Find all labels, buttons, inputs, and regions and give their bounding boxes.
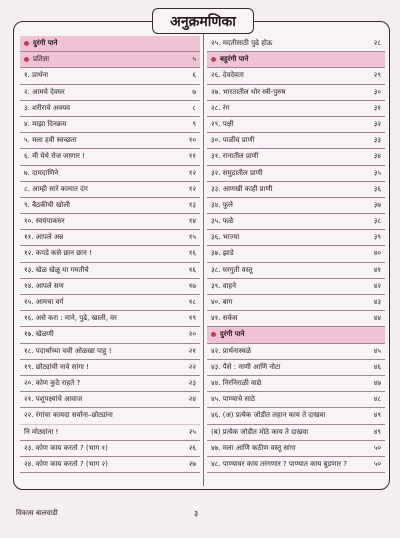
entry-page: ३१ (373, 103, 381, 112)
entry-text: २७. भारतातील थोर स्त्री-पुरुष (211, 87, 286, 96)
contents-entry (20, 85, 200, 101)
entry-text: १७. खेळणी (24, 330, 54, 339)
contents-entry (20, 133, 200, 149)
entry-page: ४४ (373, 314, 381, 323)
entry-text: ३०. पाळीव प्राणी (211, 136, 255, 145)
entry-title (24, 425, 58, 440)
entry-page: ५० (373, 443, 381, 452)
entry-text: ४८. पाण्यावर काय तरंगणार ? पाण्यात काय बुडणार ? (211, 459, 347, 468)
entry-title (24, 101, 70, 116)
entry-title (211, 133, 254, 148)
entry-text: ३. शरीराचे अवयव (24, 103, 71, 112)
entry-page: ३६ (373, 184, 381, 193)
entry-text: बहुरंगी पाने (220, 55, 249, 64)
entry-title (24, 68, 48, 83)
entry-page: २७ (188, 459, 196, 468)
entry-title (211, 85, 285, 100)
contents-entry (207, 311, 385, 327)
entry-text: ३७. झाडे (211, 249, 234, 258)
entry-text: ६. मी येथे रोज जाणार ! (24, 152, 85, 161)
entry-text: २३. कोण काय करतो ? (भाग १) (24, 443, 108, 452)
entry-title (24, 295, 63, 310)
entry-title (211, 279, 236, 294)
contents-entry (207, 36, 385, 52)
contents-entry (207, 279, 385, 295)
page-number: ३ (194, 509, 199, 518)
entry-page: ३२ (373, 119, 381, 128)
page-title: अनुक्रमणिका (152, 8, 254, 34)
entry-page: ३७ (373, 200, 381, 209)
entry-title (24, 311, 117, 326)
entry-text: प्रतिज्ञा (33, 55, 50, 64)
entry-text: १६. असे करा : माने, पुढे, खाली, वर (24, 314, 117, 323)
contents-entry (207, 149, 385, 165)
entry-page: ४६ (373, 362, 381, 371)
entry-title (211, 392, 255, 407)
entry-title (24, 149, 85, 164)
contents-entry (20, 117, 200, 133)
entry-page: ३० (373, 87, 381, 96)
contents-entry (20, 149, 200, 165)
entry-page: १६ (188, 249, 196, 258)
entry-page: १५ (188, 233, 196, 242)
entry-text: १५. आमचा वर्ग (24, 298, 64, 306)
contents-entry (207, 85, 385, 101)
entry-page: २० (188, 330, 196, 339)
entry-page: २६ (188, 443, 196, 452)
contents-entry (20, 311, 200, 327)
entry-text: १२. कपडे कसे छान छान ! (24, 249, 92, 258)
contents-entry (207, 133, 385, 149)
contents-entry (207, 376, 385, 392)
contents-entry (20, 279, 200, 295)
contents-entry (20, 376, 200, 392)
bullet-icon (24, 57, 29, 62)
entry-text: ५. मला हवी स्वच्छता (24, 136, 77, 145)
section-heading (207, 327, 385, 343)
entry-text: १४. आपले सण (24, 281, 64, 290)
entry-page: ६ (192, 71, 196, 80)
contents-entry (20, 214, 200, 230)
contents-entry (20, 263, 200, 279)
entry-page: २९ (373, 71, 381, 80)
entry-text: ४१. सर्कस (211, 314, 238, 323)
contents-entry (20, 166, 200, 182)
entry-text: ४५. पाण्याचे साठे (211, 395, 255, 404)
contents-entry (207, 182, 385, 198)
contents-entry (207, 408, 385, 424)
entry-title (211, 36, 272, 51)
bullet-icon (24, 41, 29, 46)
entry-title (24, 36, 57, 51)
contents-entry (20, 392, 200, 408)
entry-text: २१. पशुपक्ष्यांचे आवाज (24, 395, 83, 404)
contents-entry (207, 101, 385, 117)
entry-page: २२ (188, 362, 196, 371)
entry-text: १३. खेळ खेळू या गमतीचे (24, 265, 89, 274)
entry-title (211, 263, 252, 278)
entry-page: ९ (192, 119, 196, 128)
entry-title (211, 166, 263, 181)
contents-entry (207, 117, 385, 133)
contents-entry (207, 230, 385, 246)
entry-text: १. प्रार्थना (24, 71, 49, 80)
bullet-icon (211, 332, 216, 337)
contents-entry (207, 441, 385, 457)
entry-title (211, 311, 238, 326)
entry-title (24, 198, 70, 213)
entry-page: ३४ (373, 152, 381, 161)
contents-entry (20, 408, 200, 424)
entry-title (24, 133, 77, 148)
entry-page: ४१ (373, 265, 381, 274)
entry-text: ३३. आणखी काही प्राणी (211, 184, 273, 193)
entry-page: २१ (188, 346, 196, 355)
entry-text: ४३. पैसे : नाणी आणि नोटा (211, 362, 281, 371)
entry-title (24, 85, 65, 100)
entry-text: २४. कोण काय करतो ? (भाग २) (24, 459, 108, 468)
entry-title (24, 246, 92, 261)
contents-entry (20, 295, 200, 311)
contents-entry (207, 214, 385, 230)
entry-title (24, 392, 82, 407)
entry-title (24, 376, 80, 391)
entry-title (211, 68, 244, 83)
entry-text: (ब) प्रत्येक जोडीत मोठे काय ते दाखवा (211, 427, 309, 436)
entry-text: ४२. प्रार्थनास्थळे (211, 346, 252, 355)
entry-page: ४८ (373, 395, 381, 404)
entry-page: १२ (188, 184, 196, 193)
contents-entry (20, 360, 200, 376)
entry-text: १८. पदार्थांच्या चवी ओळखा पाहू ! (24, 346, 112, 355)
entry-title (211, 408, 325, 423)
entry-page: ४९ (373, 427, 381, 436)
entry-title (211, 295, 232, 310)
entry-page: २४ (188, 395, 196, 404)
entry-title (211, 198, 233, 213)
contents-entry (20, 230, 200, 246)
contents-entry (207, 392, 385, 408)
entry-title (24, 117, 66, 132)
entry-text: ३४. फुले (211, 200, 233, 209)
contents-entry (20, 182, 200, 198)
contents-entry (207, 425, 385, 441)
entry-text: दुरंगी पाने (220, 330, 245, 339)
entry-text: ९. बैठकीची खोली (24, 200, 70, 209)
contents-entry (20, 198, 200, 214)
entry-text: १०. स्वयंपाकघर (24, 217, 65, 226)
entry-page: २५ (188, 427, 196, 436)
entry-text: ३१. रानातील प्राणी (211, 152, 259, 161)
entry-title (24, 344, 112, 359)
contents-entry (20, 441, 200, 457)
entry-text: २०. कोण कुठे राहते ? (24, 378, 81, 387)
contents-entry (207, 198, 385, 214)
entry-page: ३५ (373, 168, 381, 177)
entry-text: २८. रंग (211, 103, 230, 112)
contents-entry (207, 68, 385, 84)
entry-page: ३८ (373, 217, 381, 226)
contents-entry (20, 327, 200, 343)
entry-page: ८ (192, 103, 196, 112)
contents-entry (20, 344, 200, 360)
contents-entry (207, 457, 385, 473)
entry-text: ३८. घरगुती वस्तू (211, 265, 253, 274)
entry-title (211, 360, 280, 375)
entry-title (24, 441, 108, 456)
entry-text: ४४. निरनिराळी वाद्ये (211, 378, 262, 387)
left-column (20, 36, 200, 473)
entry-text: २९. पक्षी (211, 119, 234, 128)
entry-title (211, 182, 272, 197)
right-column (207, 36, 385, 473)
entry-text: ३६. भाज्या (211, 233, 240, 242)
entry-text: ३२. समुद्रातील प्राणी (211, 168, 263, 177)
entry-title (211, 344, 251, 359)
entry-title (211, 230, 239, 245)
entry-title (211, 101, 230, 116)
entry-text: ८. आम्ही सारे कामात दंग (24, 184, 88, 193)
contents-entry (207, 263, 385, 279)
entry-page: १७ (188, 281, 196, 290)
entry-text: ३५. फळे (211, 217, 234, 226)
entry-page: ४७ (373, 378, 381, 387)
entry-title (211, 425, 308, 440)
entry-page: ४३ (373, 298, 381, 306)
entry-title (211, 376, 261, 391)
entry-title (24, 263, 89, 278)
entry-text: २६. देवदेवता (211, 71, 244, 80)
entry-page: २३ (188, 378, 196, 387)
entry-page: ७ (192, 87, 196, 96)
contents-entry (20, 246, 200, 262)
section-heading (20, 36, 200, 52)
entry-title (211, 246, 234, 261)
entry-title (211, 52, 248, 67)
entry-text: दुरंगी पाने (33, 39, 58, 47)
entry-title (24, 214, 65, 229)
entry-page: १२ (188, 168, 196, 177)
entry-title (24, 182, 88, 197)
entry-text: २. आमचे देवघर (24, 87, 65, 96)
entry-text: नि मोठ्यांना ! (24, 427, 59, 436)
entry-title (24, 230, 63, 245)
entry-title (24, 408, 113, 423)
contents-entry (207, 295, 385, 311)
entry-text: ११. आपले अन्न (24, 233, 64, 242)
entry-page: १९ (188, 314, 196, 323)
contents-entry (207, 166, 385, 182)
entry-title (24, 360, 89, 375)
entry-text: १९. छोट्यांची नावे सांगा ! (24, 362, 89, 371)
entry-page: ४० (373, 249, 381, 258)
bullet-icon (211, 57, 216, 62)
entry-page: १८ (188, 298, 196, 306)
entry-page: १६ (188, 265, 196, 274)
contents-entry (20, 68, 200, 84)
entry-text: २२. रंगांचा कायदा सर्वांना–छोट्यांना (24, 411, 113, 420)
entry-title (24, 457, 108, 472)
entry-page: ४९ (373, 411, 381, 420)
entry-title (211, 214, 233, 229)
entry-text: २५. मदतीसाठी पुढे होऊ (211, 39, 273, 47)
contents-entry (207, 344, 385, 360)
entry-title (211, 441, 296, 456)
entry-page: २८ (373, 39, 381, 47)
entry-title (211, 457, 347, 472)
entry-title (211, 117, 234, 132)
entry-text: ४०. बाग (211, 298, 233, 306)
entry-text: ४७. मला आणि कठीण वस्तू सांगा (211, 443, 296, 452)
entry-title (24, 166, 58, 181)
entry-page: ११ (188, 152, 196, 161)
entry-page: ५ (192, 55, 196, 64)
entry-page: ३९ (373, 233, 381, 242)
entry-page: १० (188, 136, 196, 145)
entry-page: ४२ (373, 281, 381, 290)
contents-frame (13, 21, 390, 490)
entry-page: ३३ (373, 136, 381, 145)
contents-entry (20, 457, 200, 473)
contents-entry (20, 52, 200, 68)
footer-publisher: विकास बालवाडी (16, 509, 58, 517)
entry-text: ३९. वाहने (211, 281, 237, 290)
entry-text: ४. माझा दिनक्रम (24, 119, 67, 128)
entry-text: ४६. (अ) प्रत्येक जोडीत लहान काय ते दाखवा (211, 411, 326, 420)
entry-title (211, 327, 244, 342)
column-divider (203, 34, 204, 486)
contents-entry (20, 101, 200, 117)
entry-title (24, 52, 49, 67)
entry-title (24, 279, 64, 294)
entry-title (24, 327, 54, 342)
entry-page: ४५ (373, 346, 381, 355)
contents-entry (20, 425, 200, 441)
entry-page: १४ (188, 217, 196, 226)
entry-text: ७. दामदाणिने (24, 168, 59, 177)
entry-page: १३ (188, 200, 196, 209)
contents-entry (207, 246, 385, 262)
section-heading (207, 52, 385, 68)
entry-page: ५० (373, 459, 381, 468)
contents-entry (207, 360, 385, 376)
entry-title (211, 149, 259, 164)
